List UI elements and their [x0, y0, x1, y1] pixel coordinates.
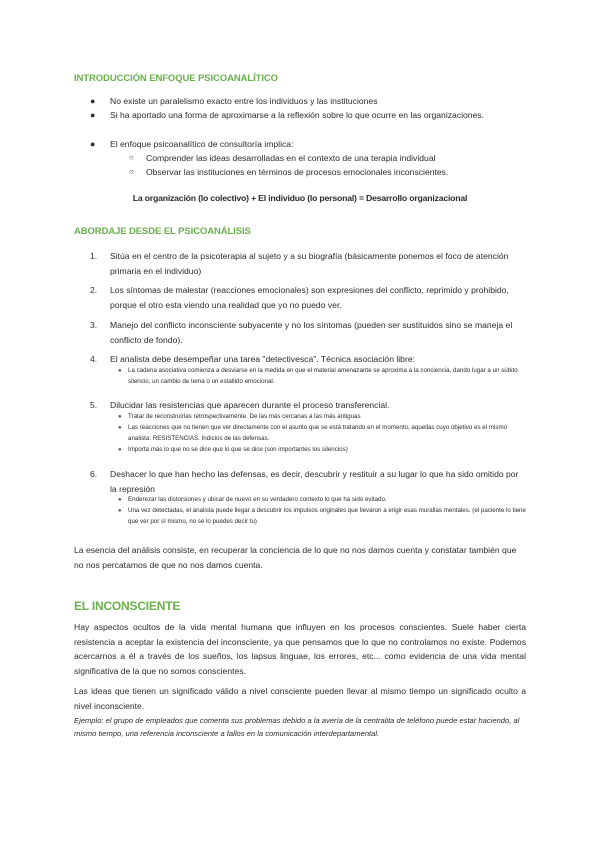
- inconsciente-paragraph-1: Hay aspectos ocultos de la vida mental humana que influyen en los procesos conscientes. Suele haber cierta resistencia a aceptar la existencia del inconsciente, ya que pensamos que lo que no controlamos no existe. Podemos acercarnos a él a través de los sueños, los lapsus linguae, los errores, etc... como evidencia de una vida mental significativa de la que no somos conscientes.: [74, 622, 526, 676]
- abordaje-item-6-sub-2: Una vez detectadas, el analista puede llegar a descubrir los impulsos originales que llevaron a erigir esas murallas mentales. (el paciente lo tiene que ver por sí mismo, no se lo puedes decir tu): [128, 507, 526, 525]
- item-number: 2.: [90, 285, 98, 295]
- abordaje-item-6: Deshacer lo que han hecho las defensas, es decir, descubrir y restituir a su lugar lo que ha sido omitido por la represión: [110, 469, 519, 494]
- intro-bullet-1: No existe un paralelismo exacto entre los individuos y las instituciones: [110, 96, 378, 106]
- section-title-abordaje: ABORDAJE DESDE EL PSICOANÁLISIS: [74, 226, 251, 237]
- small-bullet-dot: ●: [118, 414, 122, 420]
- section-title-intro: INTRODUCCIÓN ENFOQUE PSICOANALÍTICO: [74, 73, 278, 84]
- abordaje-item-2: Los síntomas de malestar (reacciones emocionales) son expresiones del conflicto, reprimido y prohibido, porque el otro esta viendo una realidad que yo no puedo ver.: [110, 285, 509, 310]
- item-number: 4.: [90, 354, 98, 364]
- intro-bullet-3: El enfoque psicoanalítico de consultoría implica:: [110, 139, 294, 149]
- abordaje-item-4: El analista debe desempeñar una tarea "detectivesca". Técnica asociación libre:: [110, 354, 415, 364]
- intro-bullet-2: Si ha aportado una forma de aproximarse a la reflexión sobre lo que ocurre en las organizaciones.: [110, 110, 485, 120]
- item-number: 6.: [90, 469, 98, 479]
- organization-equation: La organización (lo colectivo) + El individuo (lo personal) = Desarrollo organizacional: [132, 193, 468, 203]
- sub-bullet-circle: ○: [129, 167, 134, 176]
- intro-sub-bullet-2: Observar las instituciones en términos de procesos emocionales inconscientes.: [146, 167, 449, 177]
- item-number: 3.: [90, 320, 98, 330]
- bullet-dot: ●: [90, 110, 96, 120]
- abordaje-closing-paragraph: La esencia del análisis consiste, en recuperar la conciencia de lo que no nos damos cuenta y constatar también que no nos percatamos de que no nos damos cuenta.: [74, 545, 517, 570]
- small-bullet-dot: ●: [118, 368, 122, 374]
- abordaje-item-3: Manejo del conflicto inconsciente subyacente y no los síntomas (pueden ser sustituidos sino se maneja el conflicto de fondo).: [110, 320, 513, 345]
- section-title-inconsciente: EL INCONSCIENTE: [74, 599, 181, 613]
- small-bullet-dot: ●: [118, 447, 122, 453]
- inconsciente-example: Ejemplo: el grupo de empleados que comenta sus problemas debido a la avería de la centralita de teléfono puede estar haciendo, al mismo tiempo, una referencia inconsciente a fallos en la comunicación interdepartamental.: [74, 716, 520, 738]
- abordaje-item-1: Sitúa en el centro de la psicoterapia al sujeto y a su biografía (básicamente ponemos el foco de atención primaria en el individuo): [110, 251, 509, 276]
- bullet-dot: ●: [90, 139, 96, 149]
- intro-sub-bullet-1: Comprender las ideas desarrolladas en el contexto de una terapia individual: [146, 153, 436, 163]
- small-bullet-dot: ●: [118, 425, 122, 431]
- item-number: 1.: [90, 251, 98, 261]
- abordaje-item-4-sub-1: La cadena asociativa comienza a desviarse en la medida en que el material amenazante se aproxima a la conciencia, dando lugar a un súbito silencio, un cambio de tema o un estallido emocional.: [128, 367, 518, 385]
- item-number: 5.: [90, 400, 98, 410]
- abordaje-item-5-sub-3: Importa más lo que no se dice que lo que se dice (son importantes los silencios): [128, 446, 348, 453]
- inconsciente-paragraph-2: Las ideas que tienen un significado válido a nivel consciente pueden llevar al mismo tiempo un significado oculto a nivel inconsciente.: [74, 686, 526, 711]
- sub-bullet-circle: ○: [129, 153, 134, 162]
- abordaje-item-5: Dilucidar las resistencias que aparecen durante el proceso transferencial.: [110, 400, 390, 410]
- bullet-dot: ●: [90, 96, 96, 106]
- abordaje-item-5-sub-1: Tratar de reconstruirlas retrospectivamente. De las más cercanas a las más antiguas: [128, 413, 361, 420]
- small-bullet-dot: ●: [118, 508, 122, 514]
- small-bullet-dot: ●: [118, 497, 122, 503]
- abordaje-item-5-sub-2: Las reacciones que no tienen que ver directamente con el asunto que se está tratando en el momento, aquellas cuyo objetivo es el mismo analista: RESISTENCIAS. Indicios de las defensas.: [128, 424, 508, 442]
- abordaje-item-6-sub-1: Enderezar las distorsiones y ubicar de nuevo en su verdadero contexto lo que ha sido evitado.: [128, 496, 387, 503]
